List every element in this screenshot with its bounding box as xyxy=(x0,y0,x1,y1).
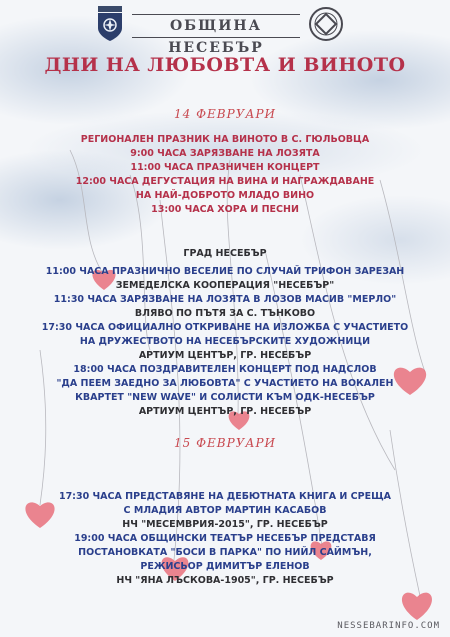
nessebar-coat-of-arms-icon xyxy=(96,6,124,42)
program-line: С МЛАДИЯ АВТОР МАРТИН КАСАБОВ xyxy=(123,505,327,516)
program-line: 13:00 ЧАСА ХОРА И ПЕСНИ xyxy=(151,204,299,215)
program-line: РЕЖИСЬОР ДИМИТЪР ЕЛЕНОВ xyxy=(140,561,310,572)
day1-date: 14 ФЕВРУАРИ xyxy=(174,107,276,121)
header xyxy=(0,0,450,56)
guljovtsa-program xyxy=(0,133,450,217)
guljovtsa-heading: РЕГИОНАЛЕН ПРАЗНИК НА ВИНОТО В С. ГЮЛЬОВЦА xyxy=(80,134,370,145)
program-venue: АРТИУМ ЦЕНТЪР, ГР. НЕСЕБЪР xyxy=(138,350,312,361)
program-venue: НЧ "ЯНА ЛЪСКОВА-1905", ГР. НЕСЕБЪР xyxy=(116,575,334,586)
program-line: 19:00 ЧАСА ОБЩИНСКИ ТЕАТЪР НЕСЕБЪР ПРЕДСТАВЯ xyxy=(74,533,376,544)
municipality-name: ОБЩИНА НЕСЕБЪР xyxy=(132,14,300,38)
program-line: ПОСТАНОВКАТА "БОСИ В ПАРКА" ПО НИЙЛ САЙМЪН, xyxy=(78,547,372,558)
program-line: НА ДРУЖЕСТВОТО НА НЕСЕБЪРСКИТЕ ХУДОЖНИЦИ xyxy=(79,336,371,347)
program-line: 17:30 ЧАСА ОФИЦИАЛНО ОТКРИВАНЕ НА ИЗЛОЖБА С УЧАСТИЕТО xyxy=(41,322,409,333)
program-venue: АРТИУМ ЦЕНТЪР, ГР. НЕСЕБЪР xyxy=(138,406,312,417)
unesco-world-heritage-icon xyxy=(308,6,344,42)
program-line: 18:00 ЧАСА ПОЗДРАВИТЕЛЕН КОНЦЕРТ ПОД НАДСЛОВ xyxy=(73,364,377,375)
day2-date: 15 ФЕВРУАРИ xyxy=(174,436,276,450)
day2-program xyxy=(0,490,450,588)
program-line: 11:00 ЧАСА ПРАЗНИЧЕН КОНЦЕРТ xyxy=(130,162,320,173)
program-line: "ДА ПЕЕМ ЗАЕДНО ЗА ЛЮБОВТА" С УЧАСТИЕТО НА ВОКАЛЕН xyxy=(56,378,394,389)
program-line: 11:00 ЧАСА ПРАЗНИЧНО ВЕСЕЛИЕ ПО СЛУЧАЙ ТРИФОН ЗАРЕЗАН xyxy=(45,266,405,277)
program-venue: ЗЕМЕДЕЛСКА КООПЕРАЦИЯ "НЕСЕБЪР" xyxy=(115,280,335,291)
program-venue: НЧ "МЕСЕМВРИЯ-2015", ГР. НЕСЕБЪР xyxy=(122,519,328,530)
program-line: 11:30 ЧАСА ЗАРЯЗВАНЕ НА ЛОЗЯТА В ЛОЗОВ МАСИВ "МЕРЛО" xyxy=(53,294,397,305)
town-heading: ГРАД НЕСЕБЪР xyxy=(183,248,267,259)
program-line: 12:00 ЧАСА ДЕГУСТАЦИЯ НА ВИНА И НАГРАЖДАВАНЕ xyxy=(75,176,375,187)
program-line: 17:30 ЧАСА ПРЕДСТАВЯНЕ НА ДЕБЮТНАТА КНИГА И СРЕЩА xyxy=(58,491,392,502)
website-watermark: NESSEBARINFO.COM xyxy=(337,621,440,631)
program-line: 9:00 ЧАСА ЗАРЯЗВАНЕ НА ЛОЗЯТА xyxy=(130,148,320,159)
nessebar-program xyxy=(0,247,450,419)
program-line: НА НАЙ-ДОБРОТО МЛАДО ВИНО xyxy=(135,190,315,201)
poster-title: ДНИ НА ЛЮБОВТА И ВИНОТО xyxy=(44,54,406,76)
program-line: КВАРТЕТ "NEW WAVE" И СОЛИСТИ КЪМ ОДК-НЕСЕБЪР xyxy=(75,392,375,403)
program-venue: ВЛЯВО ПО ПЪТЯ ЗА С. ТЪНКОВО xyxy=(134,308,316,319)
